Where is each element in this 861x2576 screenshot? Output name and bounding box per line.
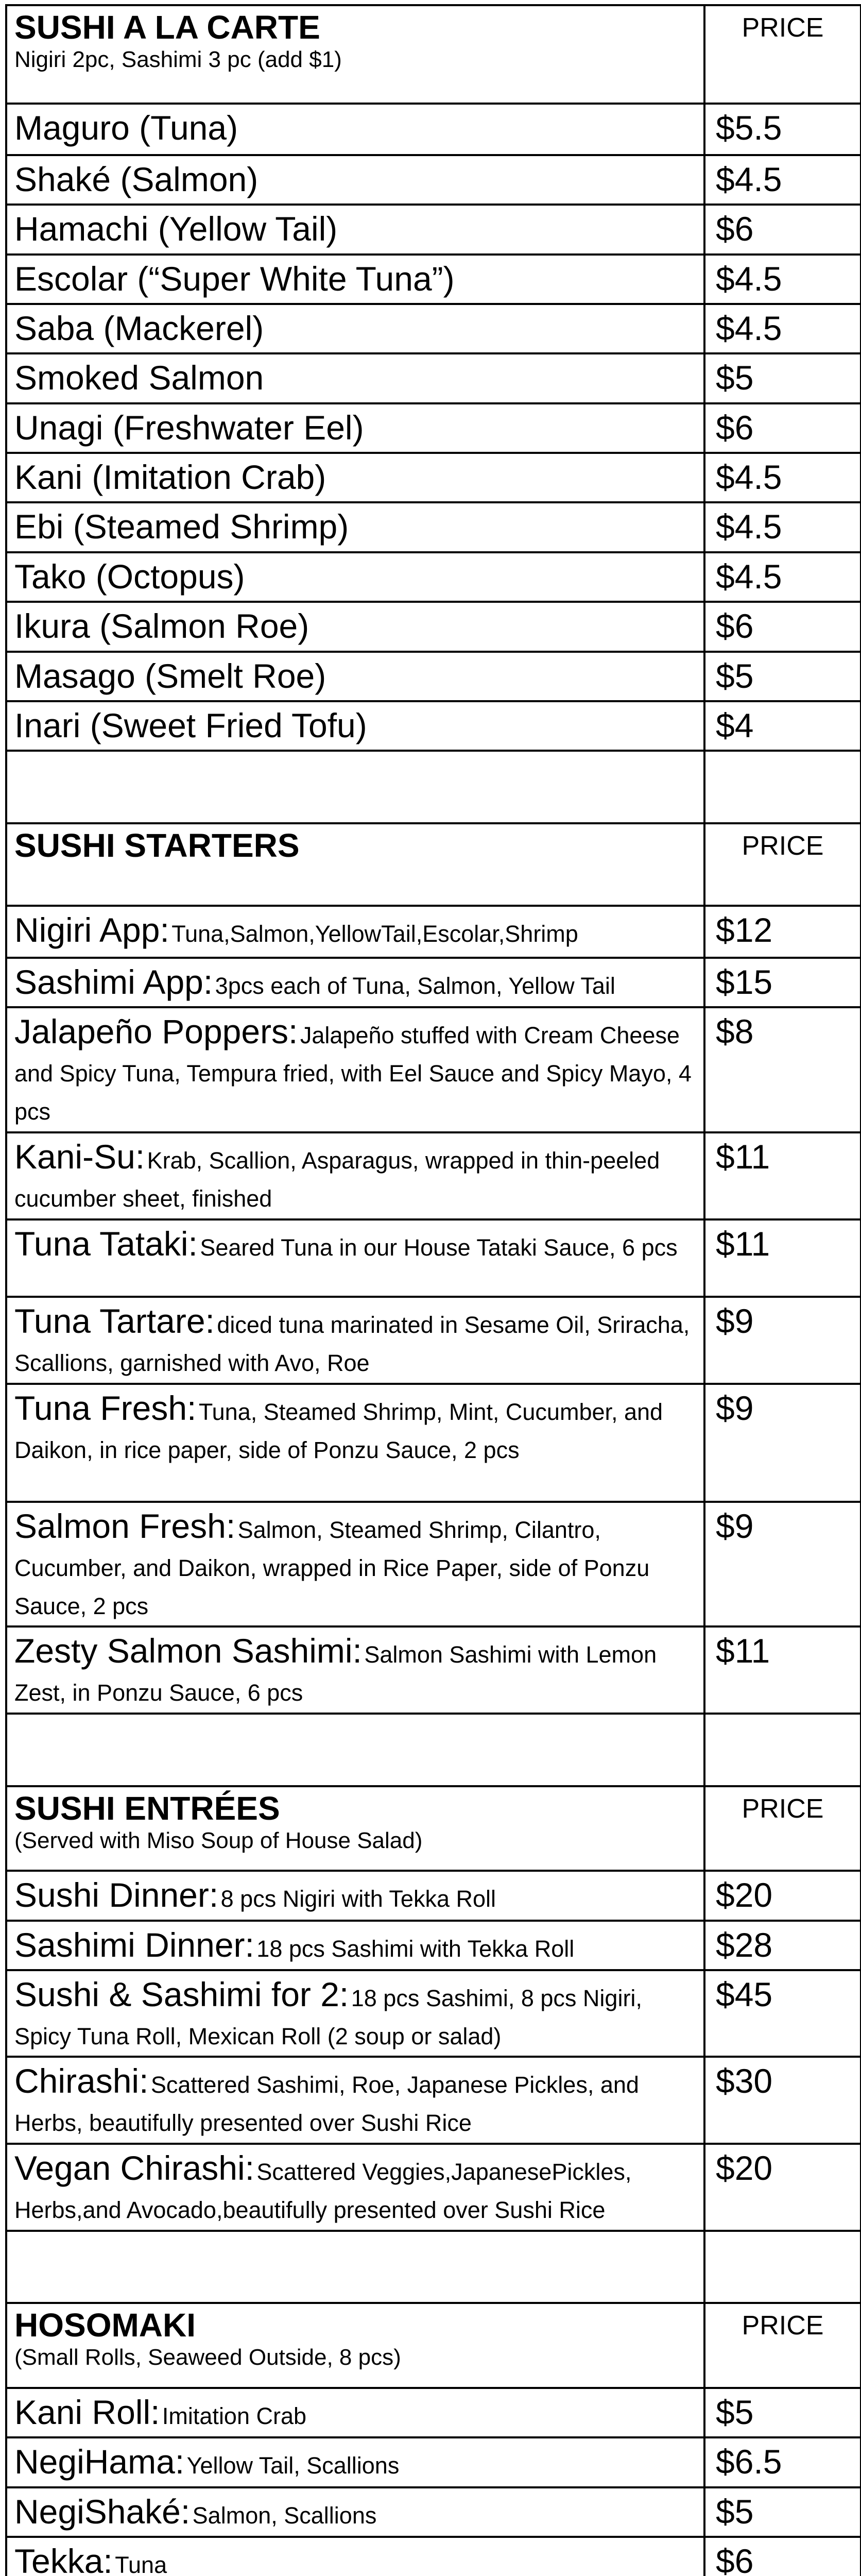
menu-item-row — [6, 1384, 861, 1502]
menu-item-price-cell — [704, 255, 861, 304]
price-header-cell — [704, 823, 861, 906]
menu-item-cell — [6, 2437, 704, 2487]
menu-item-price-cell — [704, 1970, 861, 2057]
menu-item-name: Sashimi Dinner: — [14, 1925, 254, 1964]
menu-item-price-cell — [704, 1219, 861, 1297]
section-note: (Small Rolls, Seaweed Outside, 8 pcs) — [14, 2345, 401, 2370]
menu-item-price: $30 — [716, 2062, 773, 2100]
menu-item-name: Sashimi App: — [14, 962, 213, 1001]
spacer-cell — [6, 751, 704, 823]
menu-item-row — [6, 602, 861, 651]
menu-item-row — [6, 552, 861, 602]
menu-item-row — [6, 1502, 861, 1627]
section-header-row — [6, 2303, 861, 2388]
menu-item-cell — [6, 1297, 704, 1384]
menu-item-cell — [6, 1970, 704, 2057]
menu-item-cell — [6, 255, 704, 304]
menu-item-price-cell — [704, 1297, 861, 1384]
menu-item-row — [6, 958, 861, 1007]
menu-item-price-cell — [704, 701, 861, 751]
menu-item-cell — [6, 1502, 704, 1627]
menu-item-price: $20 — [716, 2149, 773, 2188]
menu-item-price-cell — [704, 104, 861, 155]
spacer-cell — [704, 2231, 861, 2303]
menu-item-description: Scattered Sashimi, Roe, Japanese Pickles, and Herbs, beautifully presented over Sushi Rice — [14, 2072, 639, 2137]
menu-item-row — [6, 1007, 861, 1132]
menu-item-name: Ebi (Steamed Shrimp) — [14, 507, 349, 546]
menu-item-row — [6, 1297, 861, 1384]
price-header-cell — [704, 5, 861, 104]
menu-item-price: $5.5 — [716, 108, 782, 147]
menu-item-price-cell — [704, 2537, 861, 2576]
menu-item-price-cell — [704, 304, 861, 353]
section-note: Nigiri 2pc, Sashimi 3 pc (add $1) — [14, 47, 342, 72]
menu-item-name: Tuna Tataki: — [14, 1224, 198, 1263]
menu-item-name: NegiShaké: — [14, 2492, 191, 2531]
menu-item-name: Maguro (Tuna) — [14, 108, 238, 147]
menu-item-row — [6, 652, 861, 701]
menu-item-cell — [6, 205, 704, 254]
menu-item-price: $4.5 — [716, 160, 782, 199]
section-header-row — [6, 1786, 861, 1871]
menu-item-price: $11 — [716, 1137, 770, 1176]
menu-item-name: Sushi & Sashimi for 2: — [14, 1975, 349, 2013]
menu-item-cell — [6, 958, 704, 1007]
section-header-cell — [6, 5, 704, 104]
menu-item-row — [6, 701, 861, 751]
menu-item-price: $4 — [716, 706, 754, 744]
menu-item-price-cell — [704, 1132, 861, 1219]
menu-item-name: Tako (Octopus) — [14, 557, 245, 596]
menu-item-price: $8 — [716, 1012, 754, 1050]
menu-item-name: Sushi Dinner: — [14, 1876, 219, 1914]
menu-item-row — [6, 1132, 861, 1219]
menu-item-cell — [6, 602, 704, 651]
menu-item-price: $6 — [716, 2541, 754, 2576]
menu-item-price: $5 — [716, 359, 754, 397]
menu-item-price: $11 — [716, 1224, 770, 1263]
menu-item-cell — [6, 1871, 704, 1920]
menu-item-row — [6, 1219, 861, 1297]
menu-item-description: Imitation Crab — [162, 2402, 307, 2429]
price-header: PRICE — [742, 1793, 824, 1824]
menu-item-price: $45 — [716, 1975, 773, 2013]
menu-item-cell — [6, 1007, 704, 1132]
menu-item-name: Masago (Smelt Roe) — [14, 656, 326, 695]
menu-item-row — [6, 502, 861, 552]
menu-item-price-cell — [704, 1007, 861, 1132]
menu-item-price: $6.5 — [716, 2443, 782, 2481]
menu-item-row — [6, 304, 861, 353]
menu-item-price: $6 — [716, 408, 754, 447]
menu-item-price-cell — [704, 2144, 861, 2231]
menu-item-price-cell — [704, 1626, 861, 1714]
price-header: PRICE — [742, 2311, 824, 2341]
menu-item-name: Shaké (Salmon) — [14, 160, 259, 199]
menu-item-name: NegiHama: — [14, 2443, 185, 2481]
price-header-cell — [704, 2303, 861, 2388]
menu-item-name: Vegan Chirashi: — [14, 2149, 254, 2188]
menu-item-name: Jalapeño Poppers: — [14, 1012, 298, 1050]
menu-item-price-cell — [704, 403, 861, 453]
menu-item-description: Krab, Scallion, Asparagus, wrapped in thin-peeled cucumber sheet, finished — [14, 1147, 660, 1212]
menu-document — [5, 4, 860, 2576]
menu-item-name: Kani-Su: — [14, 1137, 145, 1176]
menu-item-cell — [6, 701, 704, 751]
menu-item-price-cell — [704, 652, 861, 701]
menu-item-row — [6, 1921, 861, 1970]
menu-item-price-cell — [704, 1384, 861, 1502]
menu-item-cell — [6, 353, 704, 403]
menu-item-description: Tuna, Steamed Shrimp, Mint, Cucumber, and Daikon, in rice paper, side of Ponzu Sauce, 2 pcs — [14, 1398, 663, 1463]
menu-item-name: Unagi (Freshwater Eel) — [14, 408, 364, 447]
menu-item-price-cell — [704, 1921, 861, 1970]
menu-item-cell — [6, 2487, 704, 2537]
menu-item-price: $11 — [716, 1632, 770, 1670]
section-header-cell — [6, 823, 704, 906]
menu-item-name: Tuna Tartare: — [14, 1302, 215, 1341]
menu-item-cell — [6, 2057, 704, 2144]
menu-item-cell — [6, 1219, 704, 1297]
section-title: SUSHI A LA CARTE — [14, 9, 320, 46]
menu-item-cell — [6, 403, 704, 453]
menu-item-price: $5 — [716, 656, 754, 695]
section-spacer-row — [6, 2231, 861, 2303]
menu-item-row — [6, 155, 861, 205]
menu-item-cell — [6, 1132, 704, 1219]
menu-item-description: diced tuna marinated in Sesame Oil, Sriracha, Scallions, garnished with Avo, Roe — [14, 1312, 690, 1377]
menu-item-description: 18 pcs Sashimi, 8 pcs Nigiri, Spicy Tuna Roll, Mexican Roll (2 soup or salad) — [14, 1985, 642, 2049]
menu-item-price: $4.5 — [716, 557, 782, 596]
menu-item-cell — [6, 1626, 704, 1714]
menu-item-cell — [6, 502, 704, 552]
menu-item-description: Salmon Sashimi with Lemon Zest, in Ponzu Sauce, 6 pcs — [14, 1641, 657, 1706]
menu-item-cell — [6, 304, 704, 353]
menu-item-price-cell — [704, 453, 861, 502]
menu-item-row — [6, 255, 861, 304]
price-header: PRICE — [742, 831, 824, 861]
menu-item-name: Tuna Fresh: — [14, 1388, 197, 1427]
menu-item-price-cell — [704, 155, 861, 205]
menu-item-name: Hamachi (Yellow Tail) — [14, 210, 338, 248]
menu-item-row — [6, 2057, 861, 2144]
menu-item-description: Seared Tuna in our House Tataki Sauce, 6 pcs — [200, 1234, 678, 1261]
menu-item-price-cell — [704, 2487, 861, 2537]
menu-item-price-cell — [704, 602, 861, 651]
menu-item-description: 3pcs each of Tuna, Salmon, Yellow Tail — [215, 972, 615, 999]
menu-item-name: Smoked Salmon — [14, 359, 264, 397]
menu-item-row — [6, 453, 861, 502]
menu-item-price-cell — [704, 958, 861, 1007]
menu-item-row — [6, 2388, 861, 2437]
menu-item-price-cell — [704, 353, 861, 403]
menu-item-cell — [6, 906, 704, 957]
menu-item-description: Salmon, Steamed Shrimp, Cilantro, Cucumber, and Daikon, wrapped in Rice Paper, side of Ponzu Sauce, 2 pcs — [14, 1516, 650, 1619]
spacer-cell — [704, 751, 861, 823]
menu-item-name: Salmon Fresh: — [14, 1506, 236, 1545]
menu-item-row — [6, 104, 861, 155]
section-title: SUSHI STARTERS — [14, 826, 300, 864]
menu-item-price: $9 — [716, 1388, 754, 1427]
menu-item-name: Zesty Salmon Sashimi: — [14, 1632, 362, 1670]
menu-item-cell — [6, 2388, 704, 2437]
menu-item-description: Jalapeño stuffed with Cream Cheese and Spicy Tuna, Tempura fried, with Eel Sauce and Spicy Mayo, 4 pcs — [14, 1022, 692, 1125]
menu-item-row — [6, 205, 861, 254]
menu-item-cell — [6, 2537, 704, 2576]
menu-item-name: Kani (Imitation Crab) — [14, 458, 326, 497]
menu-item-row — [6, 2437, 861, 2487]
menu-item-cell — [6, 155, 704, 205]
menu-item-name: Kani Roll: — [14, 2393, 160, 2431]
section-spacer-row — [6, 1714, 861, 1786]
menu-item-row — [6, 2537, 861, 2576]
menu-item-name: Saba (Mackerel) — [14, 309, 264, 348]
menu-item-description: Tuna,Salmon,YellowTail,Escolar,Shrimp — [171, 921, 578, 947]
menu-item-name: Ikura (Salmon Roe) — [14, 607, 309, 646]
price-header-cell — [704, 1786, 861, 1871]
section-title: SUSHI ENTRÉES — [14, 1789, 280, 1827]
menu-item-row — [6, 1871, 861, 1920]
menu-item-row — [6, 1626, 861, 1714]
menu-item-price-cell — [704, 2057, 861, 2144]
menu-table — [5, 4, 861, 2576]
section-note: (Served with Miso Soup of House Salad) — [14, 1827, 423, 1853]
section-spacer-row — [6, 751, 861, 823]
menu-item-price-cell — [704, 1871, 861, 1920]
menu-item-name: Inari (Sweet Fried Tofu) — [14, 706, 367, 744]
menu-item-price-cell — [704, 2437, 861, 2487]
menu-item-price: $4.5 — [716, 458, 782, 497]
menu-item-price-cell — [704, 1502, 861, 1627]
menu-item-price-cell — [704, 205, 861, 254]
menu-item-description: Yellow Tail, Scallions — [186, 2452, 400, 2479]
menu-item-description: Scattered Veggies,JapanesePickles, Herbs,and Avocado,beautifully presented over Sushi Rice — [14, 2159, 632, 2224]
spacer-cell — [6, 2231, 704, 2303]
menu-item-cell — [6, 453, 704, 502]
menu-item-row — [6, 403, 861, 453]
spacer-cell — [704, 1714, 861, 1786]
menu-item-price-cell — [704, 502, 861, 552]
menu-item-cell — [6, 1921, 704, 1970]
menu-item-row — [6, 906, 861, 957]
section-header-cell — [6, 2303, 704, 2388]
menu-item-price: $5 — [716, 2393, 754, 2431]
menu-item-description: 8 pcs Nigiri with Tekka Roll — [220, 1886, 496, 1912]
menu-item-name: Escolar (“Super White Tuna”) — [14, 259, 455, 298]
section-header-row — [6, 5, 861, 104]
menu-item-row — [6, 1970, 861, 2057]
menu-item-price: $6 — [716, 210, 754, 248]
menu-item-description: 18 pcs Sashimi with Tekka Roll — [256, 1935, 575, 1962]
menu-item-description: Salmon, Scallions — [192, 2502, 377, 2529]
menu-item-cell — [6, 2144, 704, 2231]
menu-item-price: $4.5 — [716, 507, 782, 546]
menu-item-price: $4.5 — [716, 309, 782, 348]
menu-item-row — [6, 2144, 861, 2231]
menu-item-cell — [6, 104, 704, 155]
menu-item-row — [6, 2487, 861, 2537]
menu-item-name: Nigiri App: — [14, 911, 169, 950]
menu-item-price: $15 — [716, 962, 773, 1001]
menu-item-description: Tuna — [115, 2551, 167, 2576]
menu-item-price-cell — [704, 552, 861, 602]
spacer-cell — [6, 1714, 704, 1786]
section-header-row — [6, 823, 861, 906]
menu-item-row — [6, 353, 861, 403]
menu-item-price: $9 — [716, 1302, 754, 1341]
menu-item-name: Chirashi: — [14, 2062, 149, 2100]
menu-item-price: $5 — [716, 2492, 754, 2531]
section-title: HOSOMAKI — [14, 2307, 196, 2344]
section-header-cell — [6, 1786, 704, 1871]
menu-item-price: $4.5 — [716, 259, 782, 298]
menu-item-price: $28 — [716, 1925, 773, 1964]
price-header: PRICE — [742, 13, 824, 43]
menu-item-cell — [6, 652, 704, 701]
menu-item-price: $6 — [716, 607, 754, 646]
menu-item-price-cell — [704, 2388, 861, 2437]
menu-item-price-cell — [704, 906, 861, 957]
menu-item-name: Tekka: — [14, 2541, 113, 2576]
menu-item-price: $9 — [716, 1506, 754, 1545]
menu-item-cell — [6, 1384, 704, 1502]
menu-item-price: $20 — [716, 1876, 773, 1914]
menu-item-cell — [6, 552, 704, 602]
menu-item-price: $12 — [716, 911, 773, 950]
